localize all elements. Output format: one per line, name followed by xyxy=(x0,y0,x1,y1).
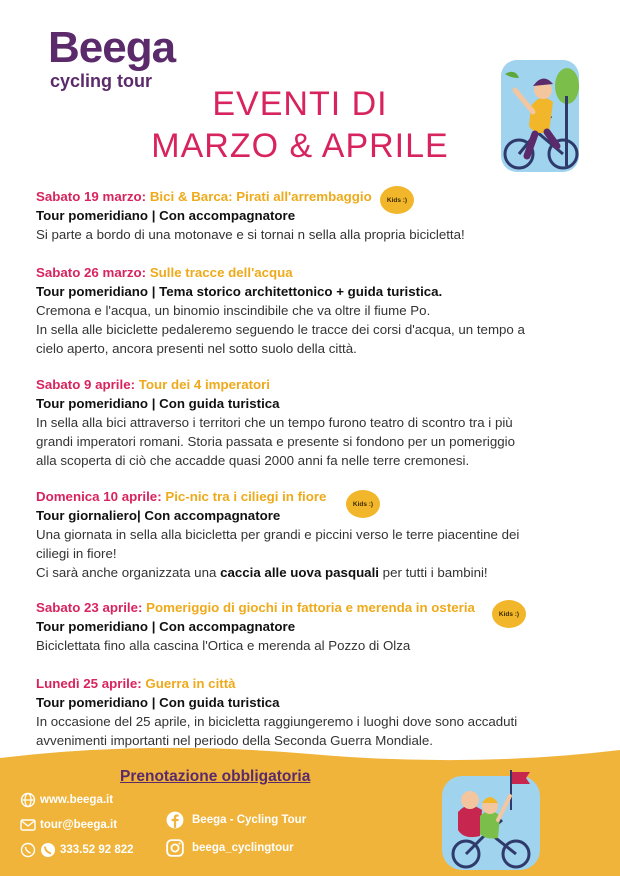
phone-link[interactable] xyxy=(20,842,134,858)
extra-text-before: Ci sarà anche organizzata una xyxy=(36,565,221,580)
event-date: Sabato 26 marzo: xyxy=(36,265,147,280)
event-title: Guerra in città xyxy=(145,676,236,691)
instagram-text: beega_cyclingtour xyxy=(192,842,294,854)
event-description-line: In occasione del 25 aprile, in bicicletta raggiungeremo i luoghi dove sono accaduti xyxy=(36,714,518,729)
event-description-line: Una giornata in sella alla bicicletta per grandi e piccini verso le terre piacentine dei xyxy=(36,527,520,542)
event-title: Bici & Barca: Pirati all'arrembaggio xyxy=(149,189,372,204)
page-title-line-1: EVENTI DI xyxy=(212,85,388,123)
facebook-link[interactable] xyxy=(166,811,306,829)
page-title-line-2: MARZO & APRILE xyxy=(151,127,449,165)
event-2 xyxy=(36,263,596,358)
extra-text-after: per tutti i bambini! xyxy=(378,565,488,580)
brand-tagline: cycling tour xyxy=(50,71,153,91)
phone-icon xyxy=(40,842,56,858)
whatsapp-icon xyxy=(20,842,36,858)
event-title: Tour dei 4 imperatori xyxy=(138,377,271,392)
instagram-icon xyxy=(166,839,184,857)
event-6 xyxy=(36,674,596,750)
footer xyxy=(0,744,620,876)
event-date: Lunedì 25 aprile: xyxy=(36,676,142,691)
event-subtitle: Tour pomeridiano | Tema storico architettonico + guida turistica. xyxy=(36,284,443,299)
event-description-line: avvenimenti importanti nel periodo della Seconda Guerra Mondiale. xyxy=(36,733,433,748)
event-description-line: ciliegi in fiore! xyxy=(36,546,117,561)
event-description-line: alla scoperta di ciò che accadde quasi 2000 anni fa nelle terre cremonesi. xyxy=(36,453,470,468)
kids-badge: Kids :) xyxy=(380,186,414,214)
email-link[interactable] xyxy=(20,817,117,833)
event-subtitle: Tour pomeridiano | Con guida turistica xyxy=(36,695,280,710)
event-title: Pic-nic tra i ciliegi in fiore xyxy=(165,489,327,504)
event-date: Domenica 10 aprile: xyxy=(36,489,162,504)
event-date: Sabato 23 aprile: xyxy=(36,600,143,615)
event-description-line: Si parte a bordo di una motonave e si tornai n sella alla propria bicicletta! xyxy=(36,227,465,242)
family-cyclists-illustration xyxy=(436,766,546,872)
website-text: www.beega.it xyxy=(40,794,114,806)
event-description-line xyxy=(36,563,596,582)
globe-icon xyxy=(20,792,36,808)
event-date: Sabato 9 aprile: xyxy=(36,377,136,392)
email-icon xyxy=(20,817,36,833)
event-subtitle: Tour pomeridiano | Con accompagnatore xyxy=(36,208,296,223)
brand-name: Beega xyxy=(48,23,176,72)
event-title: Sulle tracce dell'acqua xyxy=(149,265,293,280)
event-subtitle: Tour giornaliero| Con accompagnatore xyxy=(36,508,281,523)
event-subtitle: Tour pomeridiano | Con accompagnatore xyxy=(36,619,296,634)
event-description-line: Cremona e l'acqua, un binomio inscindibile che va oltre il fiume Po. xyxy=(36,303,431,318)
phone-text: 333.52 92 822 xyxy=(60,844,134,856)
cyclist-illustration xyxy=(497,56,583,176)
event-description-line: Biciclettata fino alla cascina l'Ortica e merenda al Pozzo di Olza xyxy=(36,638,411,653)
easter-egg-hunt: caccia alle uova pasquali xyxy=(220,565,379,580)
event-subtitle: Tour pomeridiano | Con guida turistica xyxy=(36,396,280,411)
booking-notice: Prenotazione obbligatoria xyxy=(120,768,311,785)
event-title: Pomeriggio di giochi in fattoria e merenda in osteria xyxy=(146,600,475,615)
event-4 xyxy=(36,487,596,582)
event-description-line: In sella alla bici attraverso i territori che un tempo furono teatro di scontro tra i più xyxy=(36,415,513,430)
event-1 xyxy=(36,187,596,244)
website-link[interactable] xyxy=(20,792,113,808)
event-description-line: In sella alle biciclette pedaleremo seguendo le tracce dei corsi d'acqua, un tempo a xyxy=(36,322,525,337)
event-3 xyxy=(36,375,596,470)
facebook-icon xyxy=(166,811,184,829)
instagram-link[interactable] xyxy=(166,839,294,857)
facebook-text: Beega - Cycling Tour xyxy=(192,814,307,826)
event-description-line: grandi imperatori romani. Storia passata e presente si fondono per un pomeriggio xyxy=(36,434,515,449)
email-text: tour@beega.it xyxy=(40,819,118,831)
event-date: Sabato 19 marzo: xyxy=(36,189,147,204)
kids-badge: Kids :) xyxy=(492,600,526,628)
kids-badge: Kids :) xyxy=(346,490,380,518)
event-description-line: cielo aperto, ancora presenti nel sotto suolo della città. xyxy=(36,341,357,356)
